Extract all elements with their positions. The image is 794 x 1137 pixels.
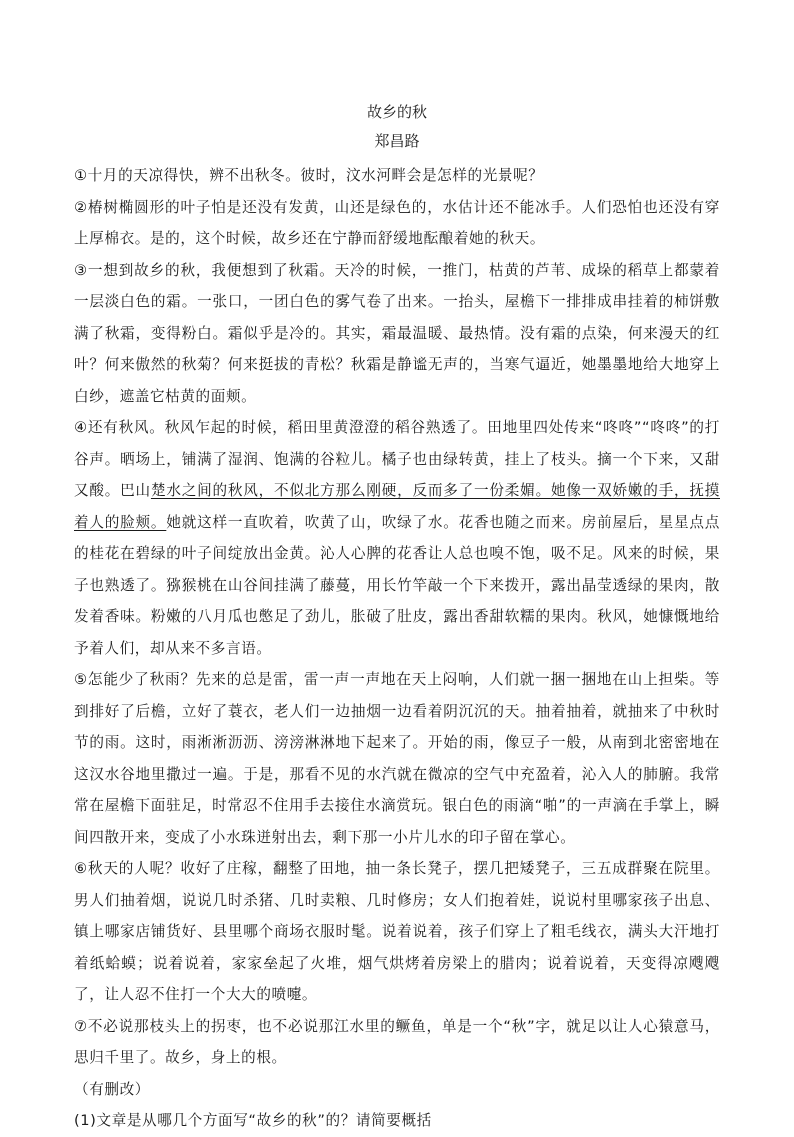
underlined-sentence: 楚水之间的秋风，不似北方那么刚硬，反而多了一份柔媚。她像一双娇嫩的手，抚摸着人的脸颊。 — [74, 482, 720, 531]
paragraph-6: ⑥秋天的人呢？收好了庄稼，翻整了田地，抽一条长凳子，摆几把矮凳子，三五成群聚在院里。男人们抽着烟，说说几时杀猪、几时卖粮、几时修房；女人们抱着娃，说说村里哪家孩子出息、镇上哪家店铺货好、县里哪个商场衣服时髦。说着说着，孩子们穿上了粗毛线衣，满头大汗地打着纸蛤蟆；说着说着，家家垒起了火堆，烟气烘烤着房梁上的腊肉；说着说着，天变得凉飕飕了，让人忍不住打一个大大的喷嚏。 — [74, 860, 720, 1003]
paragraph-7: ⑦不必说那枝头上的拐枣，也不必说那江水里的鳜鱼，单是一个“秋”字，就足以让人心猿意马，思归千里了。故乡，身上的根。 — [74, 1017, 720, 1066]
paragraph-5: ⑤怎能少了秋雨？先来的总是雷，雷一声一声地在天上闷响，人们就一捆一捆地在山上担柴。等到排好了后檐，立好了蓑衣，老人们一边抽烟一边看着阴沉沉的天。抽着抽着，就抽来了中秋时节的雨。这时，雨淅淅沥沥、滂滂淋淋地下起来了。开始的雨，像豆子一般，从南到北密密地在这汉水谷地里撒过一遍。于是，那看不见的水汽就在微凉的空气中充盈着，沁入人的肺腑。我常常在屋檐下面驻足，时常忍不住用手去接住水滴赏玩。银白色的雨滴“啪”的一声滴在手掌上，瞬间四散开来，变成了小水珠迸射出去，剩下那一小片儿水的印子留在掌心。 — [74, 671, 720, 846]
article-title: 故乡的秋 — [366, 103, 427, 121]
paragraph-3: ③一想到故乡的秋，我便想到了秋霜。天冷的时候，一推门，枯黄的芦苇、成垛的稻草上都蒙着一层淡白色的霜。一张口，一团白色的雾气卷了出来。一抬头，屋檐下一排排成串挂着的柿饼敷满了秋霜，变得粉白。霜似乎是冷的。其实，霜最温暖、最热情。没有霜的点染，何来漫天的红叶？何来傲然的秋菊？何来挺拔的青松？秋霜是静谧无声的，当寒气逼近，她墨墨地给大地穿上白纱，遮盖它枯黄的面颊。 — [74, 261, 720, 405]
edit-note: （有删改） — [74, 1080, 150, 1098]
article-body — [74, 160, 720, 1137]
article-author: 郑昌路 — [374, 132, 420, 150]
question-1: (1)文章是从哪几个方面写“故乡的秋”的？请简要概括 — [74, 1112, 432, 1129]
paragraph-2: ②椿树椭圆形的叶子怕是还没有发黄，山还是绿色的，水估计还不能冰手。人们恐怕也还没有穿上厚棉衣。是的，这个时候，故乡还在宁静而舒缓地酝酿着她的秋天。 — [74, 198, 720, 247]
paragraph-1: ①十月的天凉得快，辨不出秋冬。彼时，汶水河畔会是怎样的光景呢？ — [74, 167, 544, 184]
paragraph-4-end: 她就这样一直吹着，吹黄了山，吹绿了水。花香也随之而来。房前屋后，星星点点的桂花在碧绿的叶子间绽放出金黄。沁人心脾的花香让人总也嗅不饱，吸不足。风来的时候，果子也熟透了。猕猴桃在山谷间挂满了藤蔓，用长竹竿敲一个下来拨开，露出晶莹透绿的果肉，散发着香味。粉嫩的八月瓜也憋足了劲儿，胀破了肚皮，露出香甜软糯的果肉。秋风，她慷慨地给予着人们，却从来不多言语。 — [74, 513, 720, 657]
paragraph-4-start: ④还有秋风。秋风乍起的时候，稻田里黄澄澄的稻谷熟透了。田地里四处传来“咚咚”“咚咚”的打谷声。晒场上，铺满了湿润、饱满的谷粒儿。橘子也由绿转黄，挂上了枝头。摘一个下来，又甜又酸。巴山 — [74, 419, 720, 499]
paragraph-4 — [74, 412, 720, 664]
